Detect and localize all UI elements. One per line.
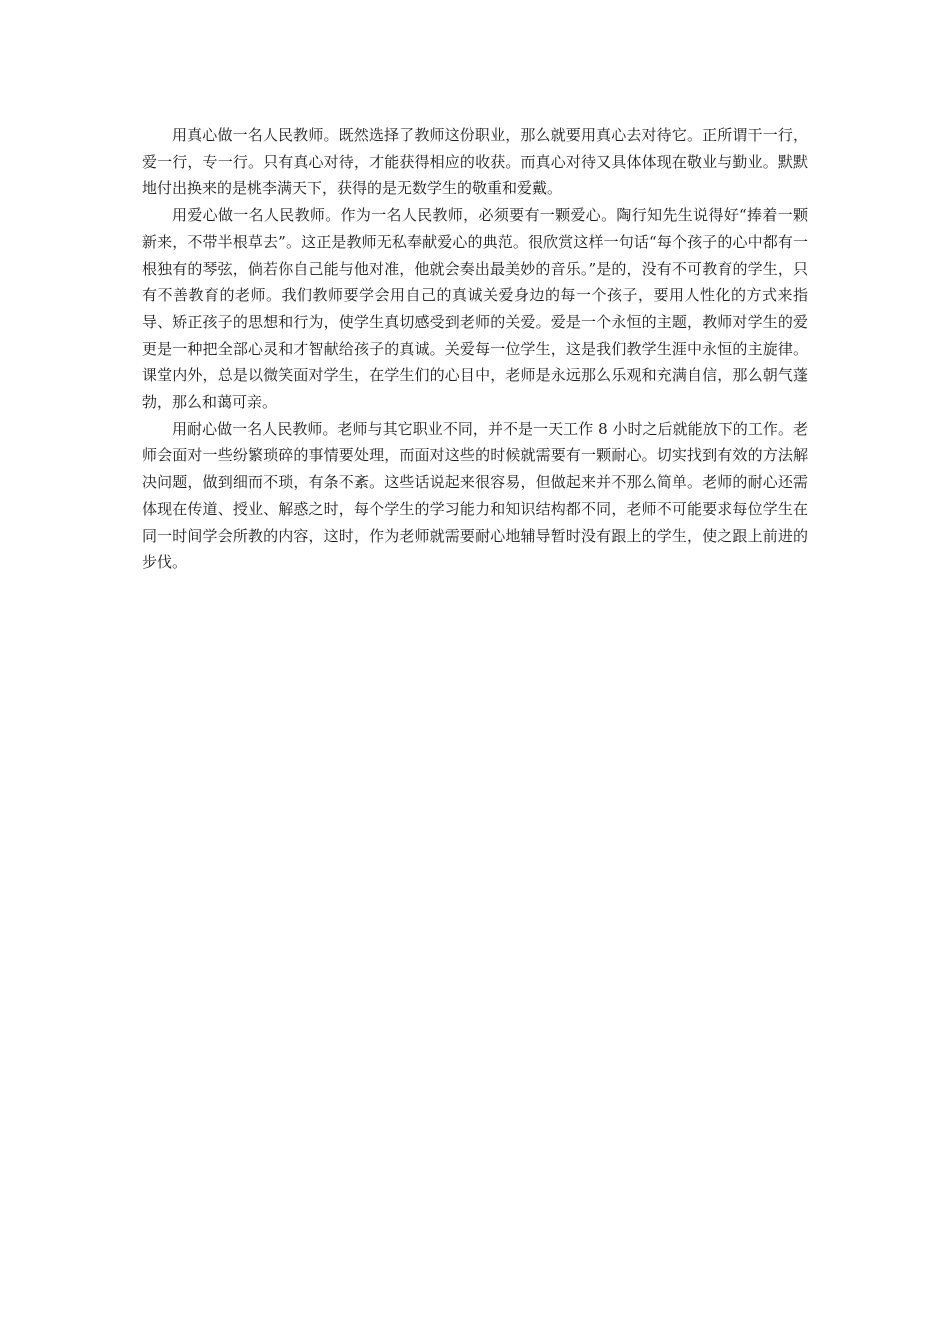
paragraph-love: 用爱心做一名人民教师。作为一名人民教师，必须要有一颗爱心。陶行知先生说得好“捧着一颗新来，不带半根草去”。这正是教师无私奉献爱心的典范。很欣赏这样一句话“每个孩子的心中都有一根独有的琴弦，倘若你自己能与他对准，他就会奏出最美妙的音乐。”是的，没有不可教育的学生，只有不善教育的老师。我们教师要学会用自己的真诚关爱身边的每一个孩子，要用人性化的方式来指导、矫正孩子的思想和行为，使学生真切感受到老师的关爱。爱是一个永恒的主题，教师对学生的爱更是一种把全部心灵和才智献给孩子的真诚。关爱每一位学生，这是我们教学生涯中永恒的主旋律。课堂内外，总是以微笑面对学生，在学生们的心目中，老师是永远那么乐观和充满自信，那么朝气蓬勃，那么和蔼可亲。 — [142, 206, 808, 412]
paragraph-sincerity: 用真心做一名人民教师。既然选择了教师这份职业，那么就要用真心去对待它。正所谓干一行，爱一行，专一行。只有真心对待，才能获得相应的收获。而真心对待又具体体现在敬业与勤业。默默地付出换来的是桃李满天下，获得的是无数学生的敬重和爱戴。 — [142, 126, 808, 198]
paragraph-patience: 用耐心做一名人民教师。老师与其它职业不同，并不是一天工作 8 小时之后就能放下的工作。老师会面对一些纷繁琐碎的事情要处理，而面对这些的时候就需要有一颗耐心。切实找到有效的方法解决问题，做到细而不琐，有条不紊。这些话说起来很容易，但做起来并不那么简单。老师的耐心还需体现在传道、授业、解惑之时，每个学生的学习能力和知识结构都不同，老师不可能要求每位学生在同一时间学会所教的内容，这时，作为老师就需要耐心地辅导暂时没有跟上的学生，使之跟上前进的步伐。 — [142, 419, 808, 572]
document-body — [142, 122, 808, 576]
